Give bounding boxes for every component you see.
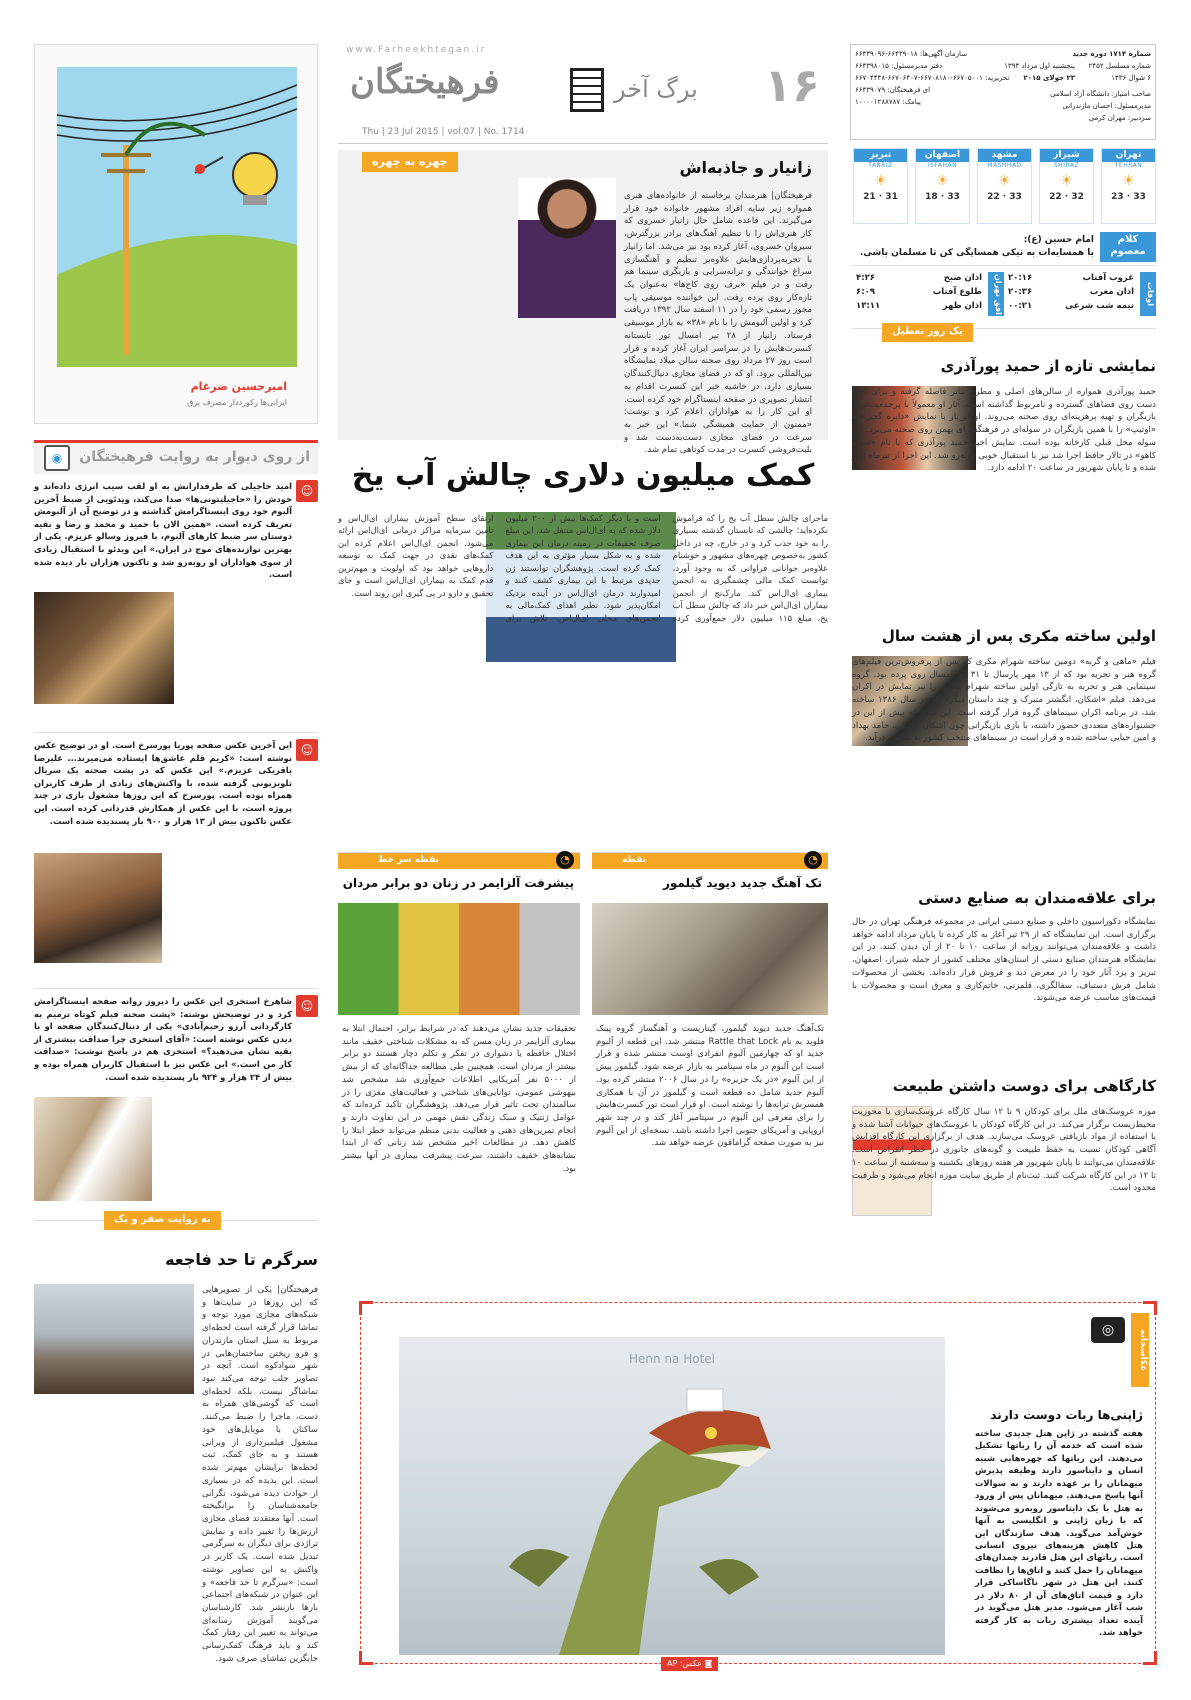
gilmour-text: تک‌آهنگ جدید دیوید گیلمور، گیتاریست و آهنگساز گروه پینک فلوید به نام Rattle that Lock منتشر شد. این قطعه از آلبوم جدید او که چهارمین آلبوم انفرادی اوست منتشر شده و قرار است این آلبوم در ماه سپتامبر به بازار عرضه شود. گیلمور پیش از این آلبوم «در یک جزیره» را در سال ۲۰۰۶ منتشر کرده بود. آلبوم جدید شامل ده قطعه است و گیلمور در آن با همکاری همسرش ترانه‌ها را نوشته است. او قرار است تور کنسرت‌هایش را برای معرفی این آلبوم در سپتامبر آغاز کند و در چند شهر اروپایی و آمریکای جنوبی اجرا داشته باشد. نسخه‌ای از این آلبوم نیز به صورت صفحه گرامافون عرضه خواهد شد.	[596, 1024, 824, 1149]
user-icon: ☺	[296, 995, 318, 1017]
contact: دفتر مدیرمسئول: ۶۶۴۳۹۸۰۱۵	[855, 62, 943, 70]
site-url: www.Farheekhtegan.ir	[346, 45, 487, 55]
weather-city: تهران TEHRAN ☀ 33 · 23	[1101, 148, 1156, 224]
bottom-left-tab-row	[34, 1214, 318, 1240]
alzheimer-tab: نقطه سر خط	[378, 855, 439, 865]
zero-one-tab: به روایت صفر و یک	[104, 1211, 221, 1230]
article-title: برای علاقه‌مندان به صنایع دستی	[918, 889, 1156, 907]
gilmour-title: تک آهنگ جدید دیوید گیلمور	[662, 876, 822, 890]
dinosaur-robot	[399, 1337, 945, 1655]
sun-icon: ☀	[1060, 172, 1073, 189]
post-text: این آخرین عکس صفحه پوریا پورسرخ است. او در توضیح عکس نوشته است: «کریم قلم عاشق‌ها ایستاده می‌میرند... علیرضا باقریکی عزیزم.» این عکس که در پشت صحنه یک سریال تلویزیونی گرفته شده، با واکنش‌های زیادی از طرف کاربران همراه بوده است. پورسرخ که این روزها مشغول بازی در چند پروژه است، با این عکس از همکارش قدردانی کرده است. این عکس تاکنون بیش از ۱۳ هزار و ۹۰۰ بار پسندیده شده است.	[34, 740, 292, 826]
corner-mark	[359, 1301, 373, 1315]
weather-city: شیراز SHIRAZ ☀ 32 · 22	[1039, 148, 1094, 224]
issue-line: پنجشنبه اول مرداد ۱۳۹۴	[1004, 62, 1075, 70]
bottom-left-title: سرگرم تا حد فاجعه	[165, 1250, 318, 1269]
contact: مدیرمسئول: احسان مازندرانی	[1062, 102, 1151, 110]
tab-bar	[338, 853, 580, 869]
post-text-cont	[180, 592, 318, 704]
bell-icon: ◉	[44, 445, 70, 471]
issue-line: شماره مسلسل ۲۴۵۲	[1088, 62, 1151, 70]
holiday-tab-row	[852, 328, 1156, 348]
clock-icon: ◔	[804, 851, 822, 869]
article-text: نمایشگاه دکوراسیون داخلی و صنایع دستی ایرانی در مجموعه فرهنگی تهران در حال برگزاری است. این نمایشگاه که از ۲۹ تیر آغاز به کار کرده تا پایان مرداد ادامه خواهد داشت و علاقه‌مندان می‌توانند روزانه از ساعت ۱۰ تا ۲۰ از آن دیدن کنند. در این نمایشگاه هنرمندان صنایع دستی از استان‌های مختلف کشور از جمله شیراز، اصفهان، تبریز و یزد آثار خود را در معرض دید و فروش قرار داده‌اند. بخشی از محصولات شامل فرش دستباف، سفالگری، قلمزنی، خاتم‌کاری و معرق است و محصولات با قیمت‌های مناسب عرضه می‌شوند.	[852, 917, 1156, 1004]
article-text: حمید پورآذری همواره از سالن‌های اصلی و مطرح تئاتر فاصله گرفته و برای اجرا دست روی فضاهای گسترده و نامربوط گذاشته است. آثار او معمولاً با پرجمعیت‌ترین بازیگران و تهیه پرهزینه‌ای روی صحنه می‌روند. او این‌بار با نمایش «دایره گچی» و «اوتیپ» را با همین بازیگران در سوله‌ای در فرهنگسرای بهمن روی صحنه می‌برد. این سوله محل قبلی کارخانه بوده است. نمایش اخیر حمید پورآذری که با نام «سالاد کاهو» در تالار حافظ اجرا شد نیز با استقبال خوبی روبه‌رو شد. این اجرا از تیرماه آغاز شده و تا پایان شهریور در ساعت ۲۰ ادامه دارد.	[852, 387, 1156, 474]
gilmour-article	[592, 852, 828, 1282]
photo-box	[360, 1302, 1156, 1669]
logo: فرهیختگان	[350, 62, 500, 102]
issue-info	[850, 44, 1156, 140]
post-photo	[34, 1097, 152, 1201]
user-icon: ☺	[296, 480, 318, 502]
quote-label: کلام معصوم	[1100, 232, 1156, 262]
prayer-row: اذان ظهر ۱۳:۱۱	[856, 301, 982, 311]
wall-section-title: از روی دیوار به روایت فرهیختگان	[79, 449, 310, 465]
photo-credit: ◙ عکس: AP	[661, 1657, 718, 1671]
prayer-row: نیمه شب شرعی ۰۰:۲۱	[1008, 301, 1134, 311]
face-to-face-tab: چهره به چهره	[362, 152, 458, 172]
rocker-text: فرهیختگان| هنرمندان برخاسته از خانواده‌های هنری همواره زیر سایه افراد مشهور خانواده خود قرار می‌گیرند. این قاعده شامل حال زانیار خسروی که کار هنری‌اش را با تنظیم آهنگ‌های برادر بزرگترش، سیروان خسروی، آغاز کرده بود نیز می‌شد. اما زانیار با تجربه‌پردازی‌هایش علاوه‌بر تنظیم و آهنگسازی سراغ خوانندگی و ترانه‌سرایی و بازیگری سینما هم رفت و در فیلم «برف روی کاج‌ها» به‌عنوان یک تازه‌کار روی پرده رفت. این خواننده موسیقی پاپ مجوز رسمی خود را در ۱۱ اسفند سال ۱۳۹۲ دریافت کرد و اولین آلبومش را با نام «۳۸» به بازار موسیقی فرستاد. زانیار از ۲۸ تیر امسال تور تابستانه کنسرت‌هایش را در سراسر ایران آغاز کرده و قرار است روز ۲۷ مرداد روی صحنه سالن میلاد نمایشگاه بین‌المللی برود. او که در فضای مجازی دنبال‌کنندگان بسیاری دارد، در حاشیه خبر این کنسرت اقدام به انتشار تصویری در صفحه اینستاگرام خود کرده است. او این کار را به هواداران اعلام کرد و نوشت: «ممنون از حمایت همیشگی شما.» این خبر به سرعت در فضای مجازی دست‌به‌دست شد و بلیت‌فروشی کنسرت در مدت کوتاهی تمام شد.	[624, 191, 812, 456]
rocker-article	[338, 150, 828, 456]
weather-city: اصفهان ISFAHAN ☀ 33 · 18	[915, 148, 970, 224]
illustrator-name: امیرحسین ضرغام	[190, 380, 287, 393]
hotel-sign: Henn na Hotel	[629, 1352, 715, 1366]
holiday-tab: یک روز تعطیل	[882, 323, 973, 342]
issue-line: ۶ شوال ۱۴۳۶	[1111, 74, 1151, 82]
camera-mini-icon: ◙	[701, 1659, 713, 1669]
user-icon: ☺	[296, 739, 318, 761]
quote-author: امام حسین (ع):	[1023, 235, 1094, 245]
prayer-label: اوقات	[1140, 272, 1156, 316]
article-title: کارگاهی برای دوست داشتن طبیعت	[892, 1077, 1156, 1095]
post-photo	[34, 853, 162, 963]
weather-city: تبریز TABRIZ ☀ 31 · 21	[853, 148, 908, 224]
issue-line: ۲۳ جولای ۲۰۱۵	[1023, 74, 1075, 82]
quote-text: با همسایه‌ات به نیکی همسایگی کن تا مسلمان باشی.	[859, 248, 1094, 258]
wall-post-1	[34, 480, 318, 710]
article-title: نمایشی تازه از حمید پورآذری	[940, 357, 1156, 375]
notebook-icon	[570, 68, 604, 112]
prayer-row: غروب آفتاب ۲۰:۱۶	[1008, 273, 1134, 283]
post-text: شاهرخ استخری این عکس را دیروز روانه صفحه اینستاگرامش کرد و در توضیحش نوشته: «پشت صحنه فیلم کوتاه ترمیم به کارگردانی آرزو رحیم‌آبادی» یکی از دنبال‌کنندگان صفحه او با دیدن عکس نوشته است: «آقای استخری چرا صداقت بیشتری از بقیه نشان می‌دهید؟» استخری هم در پاسخ نوشت: «صداقت کار من است.» این عکس نیز با استقبال کاربران همراه بوده و بیش از ۲۴ هزار و ۹۲۴ بار پسندیده شده است.	[34, 996, 292, 1082]
right-article-4	[852, 1076, 1156, 1286]
prayer-row: طلوع آفتاب ۶:۰۹	[856, 287, 982, 297]
main-text: ماجرای چالش سطل آب یخ را که فراموش نکرده‌اید؛ چالشی که تابستان گذشته بسیاری را به خود جذب کرد و در خارج، چه در داخل کشور به‌خصوص چهره‌های مشهور و خوشنام علاوه‌بر جوانانی فراوانی که به وجود آورد، توانست کمک مالی چشمگیری به انجمن بیماری ای‌ال‌اس کند. مارک‌نج از انجمن بیماران ای‌ال‌اس خبر داد که چالش سطل آب یخ، مبلغ ۱۱۵ میلیون دلار جمع‌آوری کرده است و با دیگر کمک‌ها بیش از ۲۰۰ میلیون دلار شده که به ای‌ال‌اس منتقل شد. این مبلغ صرف تحقیقات در زمینه درمان این بیماری شده و به شکل بسیار مؤثری به این هدف کمک کرده است. پژوهشگران توانستند ژن جدیدی مرتبط با این بیماری کشف کنند و امیدوارند درمان ای‌ال‌اس در آینده نزدیک امکان‌پذیر شود. نظیر اهدای کمک‌مالی به انجمن‌های محلی ای‌ال‌اس، تلاش برای ارتقای سطح آموزش بیماران ای‌ال‌اس و تامین سرمایه مراکز درمانی ای‌ال‌اس ارائه می‌شود. انجمن ای‌ال‌اس اعلام کرده این کمک‌های نقدی در جهت کمک به توسعه داروهایی خواهد بود که اولویت و مهم‌ترین قدم کمک به بیماران ای‌ال‌اس است و جای تحقیق و دارو در پی گیری این روند است.	[338, 513, 828, 623]
post-text: امید حاجیلی که طرفدارانش به او لقب سیب انرژی داده‌اند و خودش را «حاجیلیتونی‌ها» صدا می‌کند، ویدئویی از ضبط آخرین آلبوم خود روی اینستاگرامش گذاشته و در توضیح آن از آلبومش تعریف کرده است. «همین الان با حمید و محمد و رضا و بقیه دوستان سر ضبط کارهای آلبوم، با فیروز وسالو عزیزم. یکی از بهترین نوازنده‌های موج در ایران.» این ویدئو با استقبال زیادی از سوی هواداران او روبه‌رو شد و تاکنون هزاران بار دیده شده است.	[34, 481, 292, 580]
wall-post-3	[34, 988, 318, 1208]
right-article-3	[852, 888, 1156, 1058]
illustration-frame	[34, 44, 318, 424]
contact: سازمان آگهی‌ها: ۶۶۴۳۹۰۱۸-۶۶۴۳۹۰۹۶	[855, 50, 968, 58]
contact: ای فرهیختگان: ۶۶۴۳۹۰۷۹	[855, 86, 931, 94]
wall-section-header	[34, 440, 318, 474]
photo-title: ژاپنی‌ها ربات دوست دارند	[990, 1408, 1143, 1422]
article-text: موزه عروسک‌های ملل برای کودکان ۹ تا ۱۲ سال کارگاه عروسک‌سازی با محوریت محیط‌زیست برگزار می‌کند. در این کارگاه کودکان با عروسک‌های حیوانات آشنا شده و با استفاده از مواد بازیافتی عروسک می‌سازند. هدف از برگزاری این کارگاه افزایش آگاهی کودکان نسبت به حفظ طبیعت و گونه‌های جانوری در خطر انقراض است. علاقه‌مندان می‌توانند تا پایان شهریور هر هفته روزهای یکشنبه و سه‌شنبه از ساعت ۱۰ تا ۱۲ در این کارگاه شرکت کنند. ثبت‌نام از طریق سایت موزه انجام می‌شود و ظرفیت محدود است.	[852, 1107, 1156, 1194]
dinosaur-photo	[399, 1337, 945, 1655]
page-label: برگ آخر	[614, 75, 698, 103]
right-article-1	[852, 356, 1156, 624]
contact: پیامک: ۱۰۰۰۰۱۲۸۸۷۸۷	[855, 98, 921, 106]
prayer-row: اذان صبح ۴:۲۶	[856, 273, 982, 283]
trees-image	[338, 903, 580, 1015]
contact: سردبیر: مهران کرمی	[1088, 114, 1151, 122]
alzheimer-text: تحقیقات جدید نشان می‌دهند که در شرایط برابر، احتمال ابتلا به بیماری آلزایمر در زنان مسن که به مشکلات شناختی خفیف مانند اختلال حافظه یا دشواری در تفکر و تکلم دچار هستند دو برابر بیشتر از مردان است. همچنین طی مطالعه جداگانه‌ای که از بیش از ۵۰۰۰ نفر آمریکایی اطلاعات جمع‌آوری شد مشخص شد بیهوشی عمومی، توانایی‌های شناختی و فعالیت‌های مغزی را در سالمندان تحت تاثیر قرار می‌دهد. پژوهشگران تاکید کرده‌اند که عوامل ژنتیک و سبک زندگی نقش مهمی در این تفاوت دارند و انجام تمرین‌های ذهنی و فعالیت بدنی منظم می‌تواند خطر ابتلا را کاهش دهد. در مطالعات اخیر مشخص شد زنانی که از ابتدا نشانه‌های خفیف داشتند، سرعت پیشرفت بیماری در آنها بیشتر بود.	[342, 1024, 576, 1174]
clock-icon: ◔	[556, 851, 574, 869]
corner-mark	[359, 1651, 373, 1665]
photo-text: هفته گذشته در ژاپن هتل جدیدی ساخته شده است که خدمه آن را رباتها تشکیل می‌دهند. این رباتها که چهره‌هایی شبیه انسان و دایناسور دارند وظیفه پذیرش میهمانان را بر عهده دارند و به سوالات آنها پاسخ می‌دهند. میهمانان پس از ورود به هتل با یک دایناسور روبه‌رو می‌شوند که با زبان ژاپنی و انگلیسی به آنها خوش‌آمد می‌گوید. هدف سازندگان این هتل کاهش هزینه‌های نیروی انسانی است. رباتهای این هتل قادرند چمدان‌های میهمانان را حمل کنند و اتاق‌ها را نظافت کنند. این هتل در شهر ناگاساکی قرار دارد و قیمت اتاق‌های آن از ۸۰ دلار در شب آغاز می‌شود. مدیر هتل می‌گوید در آینده تعداد بیشتری ربات به کار گرفته خواهد شد.	[975, 1428, 1144, 1637]
article-text: فیلم «ماهی و گربه» دومین ساخته شهرام مکری که پس از پرفروش‌ترین فیلم‌های گروه هنر و تجربه بود که از ۱۳ مهر پارسال تا ۳۱ تیر امسال روی پرده بود. گروه سینمایی هنر و تجربه به تازگی اولین ساخته شهرام مکری را نیز نمایش در اکران می‌دهد. فیلم «اشکان، انگشتر متبرک و چند داستان دیگر» که در سال ۱۳۸۶ ساخته شد، در برنامه اکران سینماهای گروه قرار گرفته است. این فیلم که پیش از این در جشنواره‌های متعددی حضور داشته، با بازی بازیگرانی چون اشکان خطیبی، حامد بهداد و امین حیایی ساخته شده و قرار است در سینماهای منتخب کشور به نمایش درآید.	[852, 657, 1156, 744]
wall-post-2	[34, 732, 318, 977]
photo-section-label: عکاسخانه	[1131, 1313, 1149, 1387]
masthead	[338, 44, 828, 144]
rocker-title: زانیار و جاذبه‌اش	[679, 158, 812, 177]
bottom-left-text: فرهیختگان| یکی از تصویرهایی که این روزها در سایت‌ها و شبکه‌های مجازی مورد توجه و تماشا قرار گرفته است لحظه‌ای مربوط به سیل استان مازندران و فرو ریختن ساختمان‌هایی در شهر سوادکوه است. آنچه در تصاویر جلب توجه می‌کند نبود تماشاگر نیست، بلکه لحظه‌ای است که گوشی‌های همراه به دست، ماجرا را ضبط می‌کنند. ساکنان با موبایل‌های خود مشغول فیلمبرداری از ویرانی هستند و به جای کمک، ثبت لحظه‌ها برایشان مهم‌تر شده است. این پدیده که در بسیاری از حوادث دیده می‌شود، نگرانی جامعه‌شناسان را برانگیخته است. آنها معتقدند فضای مجازی ارزش‌ها را تغییر داده و نمایش تراژدی برای دیگران به سرگرمی تبدیل شده است. یک کاربر در واکنش به این تصاویر نوشته است: «سرگرم تا حد فاجعه» و این عنوان در شبکه‌های اجتماعی بارها بازنشر شد. کارشناسان می‌گویند آموزش رسانه‌ای می‌تواند به تغییر این رفتار کمک کند و باید فرهنگ کمک‌رسانی جایگزین تماشای صرف شود.	[202, 1285, 318, 1664]
weather-city: مشهد MASHHAD ☀ 33 · 22	[977, 148, 1032, 224]
camera-icon: ◎	[1091, 1317, 1125, 1343]
article-title: اولین ساخته مکری پس از هشت سال	[881, 627, 1156, 645]
prayer-row: اذان مغرب ۲۰:۳۶	[1008, 287, 1134, 297]
sun-icon: ☀	[998, 172, 1011, 189]
gilmour-photo	[592, 903, 828, 1015]
sun-icon: ☀	[874, 172, 887, 189]
prayer-times	[852, 272, 1156, 320]
quote-box	[852, 232, 1156, 266]
gilmour-tab: نقطه	[622, 855, 647, 865]
illustration-caption: ایرانی‌ها رکورددار مصرف برق	[187, 398, 287, 407]
date-en: Thu | 23 Jul 2015 | vol.07 | No. 1714	[362, 127, 525, 137]
cartoon-illustration	[35, 45, 319, 375]
page-number: ۱۶	[763, 58, 820, 112]
sun-icon: ☀	[936, 172, 949, 189]
corner-mark	[1143, 1651, 1157, 1665]
cloud-icon: ☀	[1122, 172, 1135, 189]
alzheimer-title: پیشرفت آلزایمر در زنان دو برابر مردان	[342, 876, 574, 890]
prayer-label-2: افق تهران	[988, 272, 1004, 316]
post-photo	[34, 592, 174, 704]
alzheimer-article	[338, 852, 580, 1282]
contact: صاحب امتیاز: دانشگاه آزاد اسلامی	[1050, 90, 1151, 98]
right-article-2	[852, 626, 1156, 866]
contact: تحریریه: ۶۶۷۰۵۰۰۱-۶۶۷۰۸۱۸۰-۶۶۷۰۶۴۰۷-۶۶۷۰۴۴۴۸	[855, 74, 1010, 82]
weather-strip	[852, 148, 1156, 226]
main-headline: کمک میلیون دلاری چالش آب یخ	[351, 458, 815, 493]
issue-line: شماره ۱۷۱۴ دوره جدید	[1072, 50, 1151, 58]
